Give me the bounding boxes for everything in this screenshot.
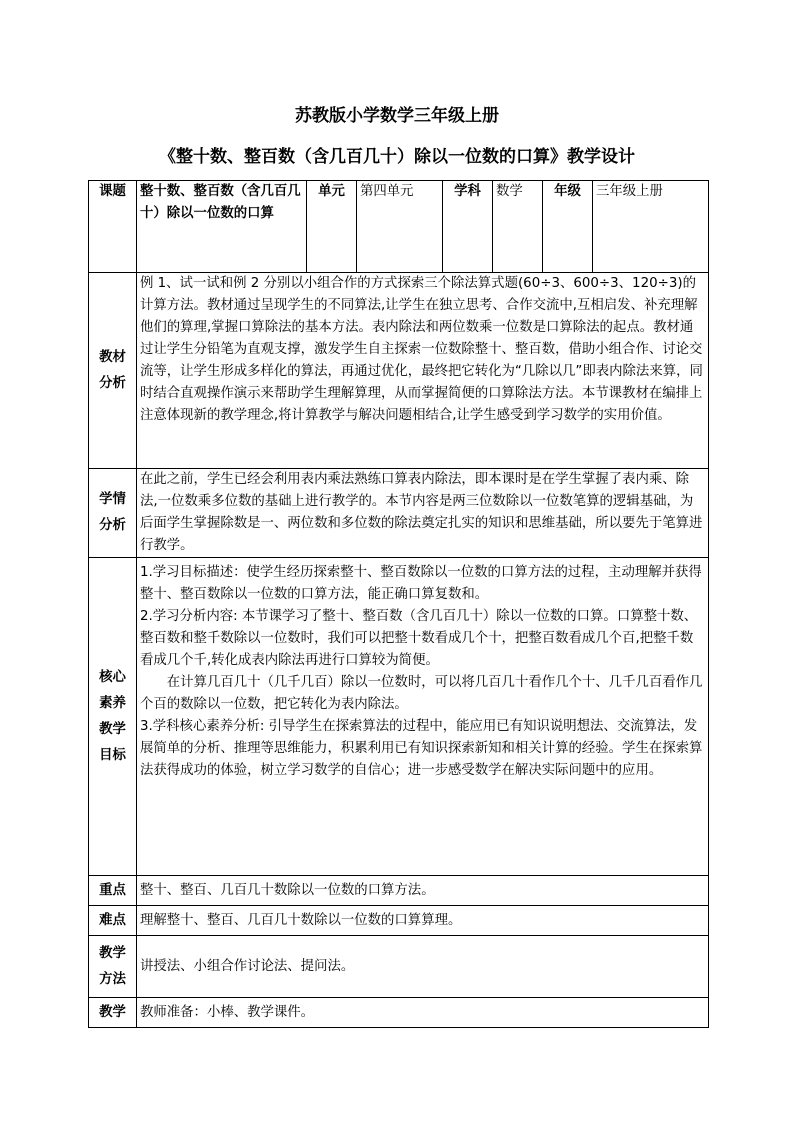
unit-label: 单元 (307, 181, 357, 273)
student-analysis-label: 学情 分析 (89, 469, 137, 558)
lesson-plan-title: 《整十数、整百数（含几百几十）除以一位数的口算》教学设计 (159, 147, 635, 167)
goal-description: 1.学习目标描述：使学生经历探索整十、整百数除以一位数的口算方法的过程，主动理解并获得整十、整百数除以一位数的口算方法，能正确口算复数和。 (140, 565, 702, 602)
grade-label: 年级 (543, 181, 593, 273)
method-text: 讲授法、小组合作讨论法、提问法。 (137, 936, 709, 998)
core-literacy-analysis: 3.学科核心素养分析: 引导学生在探索算法的过程中，能应用已有知识说明想法、交流算法，发展简单的分析、推理等思维能力，积累利用已有知识探索新知和相关计算的经验。学生在探索算法获得成功的体验，树立学习数学的自信心；进一步感受数学在解决实际问题中的应用。 (140, 719, 703, 778)
prep-row (89, 998, 709, 1028)
difficulty-label: 难点 (89, 906, 137, 936)
material-analysis-label: 教材 分析 (89, 273, 137, 469)
keypoint-label: 重点 (89, 876, 137, 906)
lesson-plan-table (88, 180, 709, 1028)
header-row (89, 181, 709, 273)
core-goals-label: 核心 素养 教学 目标 (89, 558, 137, 876)
difficulty-row (89, 906, 709, 936)
topic-label: 课题 (89, 181, 137, 273)
student-analysis-row (89, 469, 709, 558)
document-title: 苏教版小学数学三年级上册 (295, 106, 499, 126)
grade-value: 三年级上册 (593, 181, 709, 273)
unit-value: 第四单元 (357, 181, 443, 273)
content-analysis: 2.学习分析内容: 本节课学习了整十、整百数（含几百几十）除以一位数的口算。口算整十数、整百数和整千数除以一位数时，我们可以把整十数看成几个十，把整百数看成几个百,把整千数看成几个千,转化成表内除法再进行口算较为简便。 (140, 609, 698, 668)
core-goals-row (89, 558, 709, 876)
keypoint-row (89, 876, 709, 906)
material-analysis-row (89, 273, 709, 469)
difficulty-text: 理解整十、整百、几百几十数除以一位数的口算算理。 (137, 906, 709, 936)
prep-text: 教师准备：小棒、教学课件。 (137, 998, 709, 1028)
keypoint-text: 整十、整百、几百几十数除以一位数的口算方法。 (137, 876, 709, 906)
method-row (89, 936, 709, 998)
material-analysis-text: 例 1、试一试和例 2 分别以小组合作的方式探索三个除法算式题(60÷3、600÷3、120÷3)的计算方法。教材通过呈现学生的不同算法,让学生在独立思考、合作交流中,互相启发、补充理解他们的算理,掌握口算除法的基本方法。表内除法和两位数乘一位数是口算除法的起点。教材通过让学生分铅笔为直观支撑，激发学生自主探索一位数除整十、整百数，借助小组合作、讨论交流等，让学生形成多样化的算法，再通过优化，最终把它转化为“几除以几”即表内除法来算，同时结合直观操作演示来帮助学生理解算理，从而掌握简便的口算除法方法。本节课教材在编排上注意体现新的教学理念,将计算教学与解决问题相结合,让学生感受到学习数学的实用价值。 (137, 273, 709, 469)
method-label: 教学 方法 (89, 936, 137, 998)
content-analysis-cont: 在计算几百几十（几千几百）除以一位数时，可以将几百几十看作几个十、几千几百看作几个百的数除以一位数，把它转化为表内除法。 (140, 675, 703, 712)
core-goals-text (137, 558, 709, 876)
prep-label: 教学 (89, 998, 137, 1028)
student-analysis-text: 在此之前，学生已经会利用表内乘法熟练口算表内除法，即本课时是在学生掌握了表内乘、除法,一位数乘多位数的基础上进行教学的。本节内容是两三位数除以一位数笔算的逻辑基础，为后面学生掌握除数是一、两位数和多位数的除法奠定扎实的知识和思维基础，所以要先于笔算进行教学。 (137, 469, 709, 558)
subject-value: 数学 (493, 181, 543, 273)
subject-label: 学科 (443, 181, 493, 273)
topic-value: 整十数、整百数（含几百几十）除以一位数的口算 (137, 181, 307, 273)
